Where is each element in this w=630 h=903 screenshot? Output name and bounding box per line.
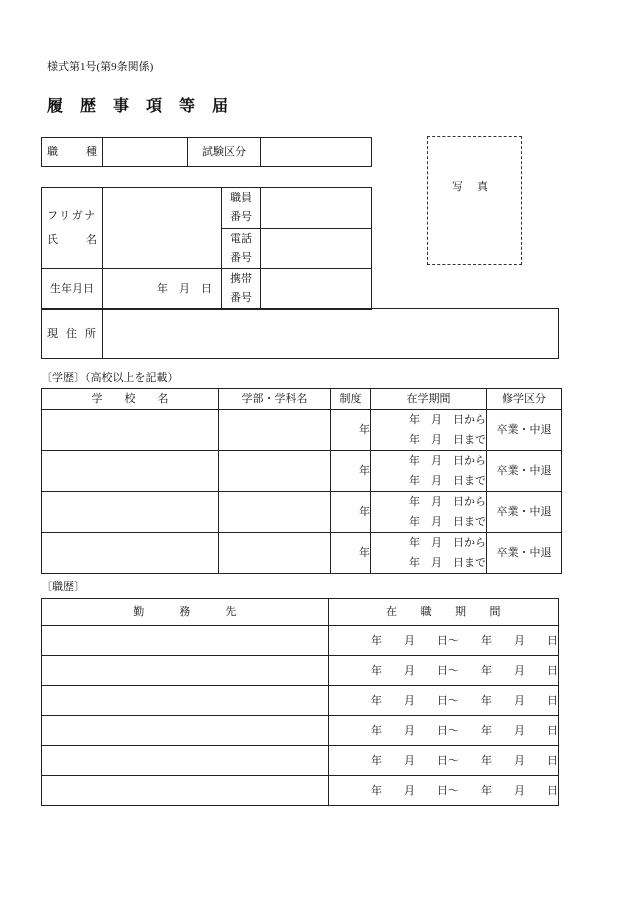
school-system-unit: 年: [359, 506, 370, 518]
education-row: [42, 451, 562, 492]
education-header-row: [42, 389, 562, 410]
work-row: [42, 746, 559, 776]
birthdate-label: 生年月日: [42, 269, 103, 310]
work-row: [42, 716, 559, 746]
phone-field: [261, 229, 372, 269]
school-system-cell: [331, 533, 371, 574]
study-status: 卒業・中退: [487, 492, 562, 533]
study-status: 卒業・中退: [487, 533, 562, 574]
staff-number-field: [261, 188, 372, 229]
employment-period: 年 月 日～ 年 月 日: [329, 656, 559, 686]
employer-field: [42, 656, 329, 686]
exam-category-field: [261, 138, 372, 167]
faculty-field: [219, 533, 331, 574]
period-to: 年 月 日まで: [409, 557, 486, 569]
school-system-cell: [331, 492, 371, 533]
employment-period: 年 月 日～ 年 月 日: [329, 716, 559, 746]
name-label-stack: [42, 204, 102, 252]
personal-row-birth: [42, 269, 372, 310]
work-col-employer: 勤 務 先: [42, 599, 329, 626]
job-type-label: 職 種: [47, 146, 99, 158]
phone-label-line1: 電話: [230, 232, 252, 245]
education-row: [42, 533, 562, 574]
birthdate-format: 年 月 日: [157, 283, 212, 295]
education-heading: 〔学歴〕（高校以上を記載）: [41, 372, 179, 384]
job-type-label-cell: [42, 138, 103, 167]
personal-info-table: [41, 187, 372, 310]
school-system-cell: [331, 451, 371, 492]
school-name-field: [42, 533, 219, 574]
address-row: [42, 309, 559, 359]
employment-period: 年 月 日～ 年 月 日: [329, 686, 559, 716]
form-number: 様式第1号(第9条関係): [47, 61, 154, 73]
name-field: [103, 188, 222, 269]
mobile-label-line2: 番号: [230, 292, 252, 304]
staff-number-label-line2: 番号: [230, 211, 252, 223]
enrollment-period-cell: [371, 410, 487, 451]
employer-field: [42, 776, 329, 806]
school-system-cell: [331, 410, 371, 451]
school-system-unit: 年: [359, 424, 370, 436]
employment-period: 年 月 日～ 年 月 日: [329, 626, 559, 656]
name-label: 氏 名: [47, 234, 99, 246]
school-system-unit: 年: [359, 547, 370, 559]
period-from: 年 月 日から: [409, 455, 486, 467]
education-table: [41, 388, 562, 574]
staff-number-label-line1: 職員: [230, 192, 252, 204]
employer-field: [42, 686, 329, 716]
form-title: 履 歴 事 項 等 届: [47, 98, 229, 115]
job-table: [41, 137, 372, 167]
faculty-field: [219, 410, 331, 451]
phone-label-line2: 番号: [230, 251, 252, 264]
employer-field: [42, 626, 329, 656]
education-col-school: 学 校 名: [42, 389, 219, 410]
education-row: [42, 492, 562, 533]
school-system-unit: 年: [359, 465, 370, 477]
school-name-field: [42, 451, 219, 492]
mobile-label-cell: [222, 269, 261, 310]
employment-period: 年 月 日～ 年 月 日: [329, 776, 559, 806]
education-row: [42, 410, 562, 451]
work-row: [42, 686, 559, 716]
school-name-field: [42, 492, 219, 533]
study-status: 卒業・中退: [487, 451, 562, 492]
enrollment-period-cell: [371, 533, 487, 574]
name-label-cell: [42, 188, 103, 269]
address-field: [103, 309, 559, 359]
work-row: [42, 626, 559, 656]
staff-number-label-cell: [222, 188, 261, 229]
work-header-row: [42, 599, 559, 626]
education-col-status: 修学区分: [487, 389, 562, 410]
employment-period: 年 月 日～ 年 月 日: [329, 746, 559, 776]
period-from: 年 月 日から: [409, 496, 486, 508]
work-history-table: [41, 598, 559, 806]
school-name-field: [42, 410, 219, 451]
period-from: 年 月 日から: [409, 537, 486, 549]
furigana-label: フリガナ: [47, 210, 97, 222]
education-col-faculty: 学部・学科名: [219, 389, 331, 410]
enrollment-period-cell: [371, 451, 487, 492]
address-table: [41, 308, 559, 359]
photo-label: 写 真: [452, 181, 490, 193]
faculty-field: [219, 492, 331, 533]
faculty-field: [219, 451, 331, 492]
education-col-system: 制度: [331, 389, 371, 410]
period-to: 年 月 日まで: [409, 475, 486, 487]
personal-row-staff: [42, 188, 372, 229]
education-col-period: 在学期間: [371, 389, 487, 410]
work-heading: 〔職歴〕: [41, 581, 85, 593]
address-label-cell: [42, 309, 103, 359]
exam-category-label: 試験区分: [188, 138, 261, 167]
mobile-field: [261, 269, 372, 310]
period-from: 年 月 日から: [409, 414, 486, 426]
job-type-field: [103, 138, 188, 167]
enrollment-period-cell: [371, 492, 487, 533]
address-label: 現 住 所: [47, 327, 95, 340]
study-status: 卒業・中退: [487, 410, 562, 451]
employer-field: [42, 746, 329, 776]
work-row: [42, 656, 559, 686]
employer-field: [42, 716, 329, 746]
work-col-period: 在 職 期 間: [329, 599, 559, 626]
work-row: [42, 776, 559, 806]
period-to: 年 月 日まで: [409, 516, 486, 528]
birthdate-field: [103, 269, 222, 310]
photo-box: [427, 136, 522, 265]
phone-label-cell: [222, 229, 261, 269]
mobile-label-line1: 携帯: [230, 273, 252, 285]
job-row: [42, 138, 372, 167]
period-to: 年 月 日まで: [409, 434, 486, 446]
